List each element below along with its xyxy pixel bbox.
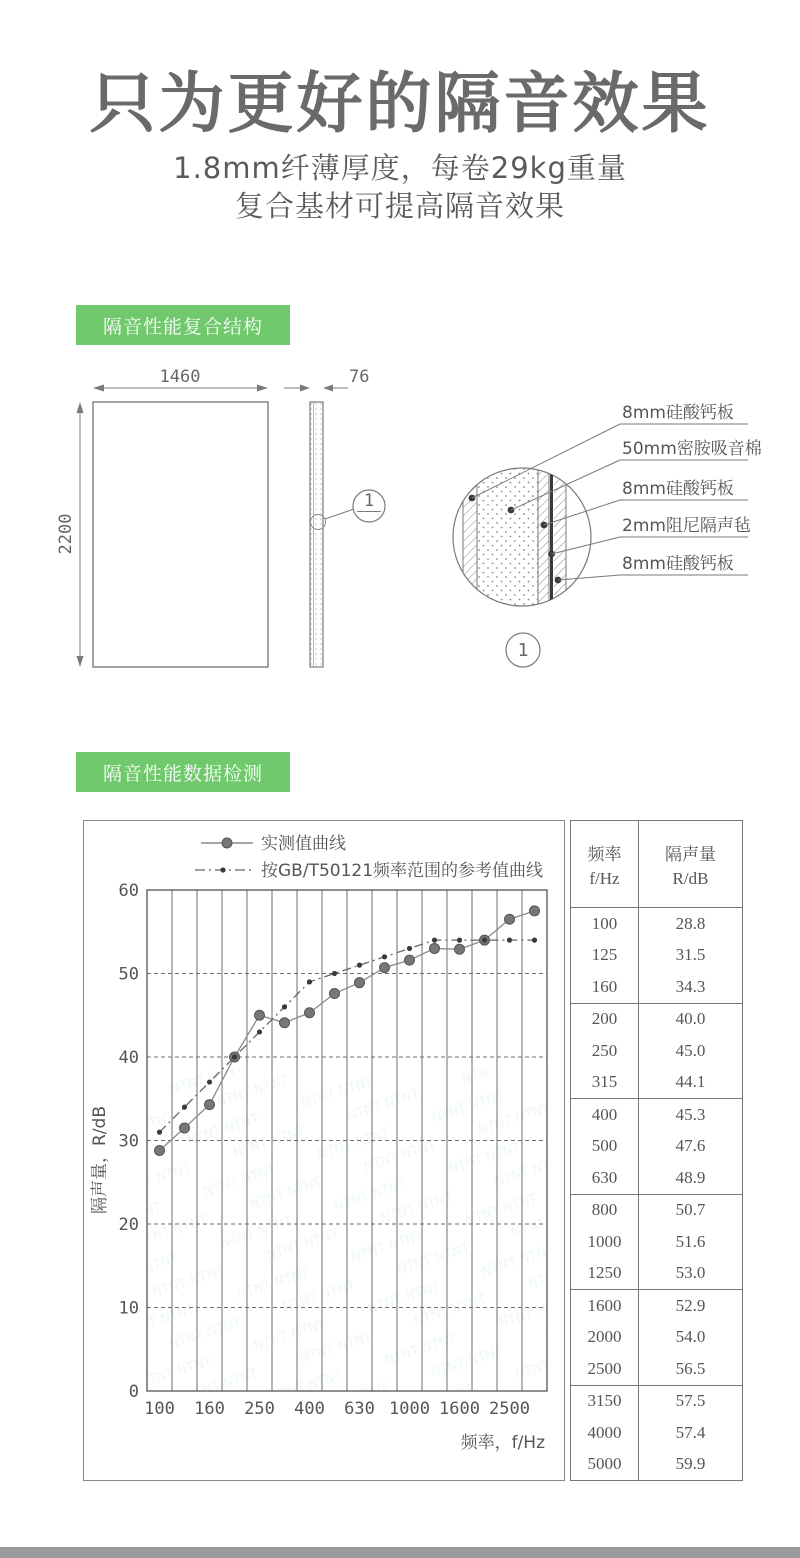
- table-row: [571, 1226, 742, 1258]
- frequency-cell: 500: [571, 1131, 639, 1163]
- svg-text:40: 40: [118, 1048, 139, 1068]
- frequency-cell: 1600: [571, 1290, 639, 1322]
- layer-label-1: 8mm硅酸钙板: [622, 403, 734, 423]
- insulation-cell: 48.9: [675, 1167, 706, 1187]
- svg-text:1000: 1000: [389, 1399, 430, 1419]
- insulation-cell: 28.8: [675, 913, 706, 933]
- table-row: [571, 971, 742, 1003]
- table-row: [571, 1449, 742, 1481]
- frequency-cell: 200: [571, 1004, 639, 1036]
- insulation-table: [570, 820, 743, 1481]
- frequency-cell: 2000: [571, 1322, 639, 1354]
- svg-text:250: 250: [244, 1399, 275, 1419]
- table-row: [571, 1067, 742, 1099]
- insulation-cell: 50.7: [675, 1200, 706, 1220]
- layer-label-4: 2mm阻尼隔声毡: [622, 516, 751, 536]
- insulation-cell: 59.9: [675, 1454, 706, 1474]
- subtitle-line-1: 1.8mm纤薄厚度，每卷29kg重量: [173, 151, 627, 185]
- table-header-insulation: 隔声量 R/dB: [665, 844, 716, 888]
- table-row: [571, 940, 742, 972]
- frequency-cell: 125: [571, 940, 639, 972]
- svg-text:1600: 1600: [439, 1399, 480, 1419]
- svg-text:20: 20: [118, 1215, 139, 1235]
- insulation-cell: 44.1: [675, 1072, 706, 1092]
- y-axis-ticks: [119, 881, 139, 1402]
- legend-reference-label: 按GB/T50121频率范围的参考值曲线: [261, 861, 544, 881]
- section-label-data: 隔音性能数据检测: [76, 752, 290, 792]
- detail-callout: [353, 490, 385, 522]
- svg-text:0: 0: [128, 1382, 139, 1402]
- page-title: 只为更好的隔音效果: [89, 65, 711, 142]
- svg-text:30: 30: [118, 1131, 139, 1152]
- frequency-cell: 2500: [571, 1353, 639, 1385]
- panel-structure-drawing: [0, 368, 800, 703]
- frequency-cell: 800: [571, 1195, 639, 1227]
- height-dimension: 2200: [56, 513, 76, 555]
- frequency-cell: 1000: [571, 1226, 639, 1258]
- subtitle-line-2: 复合基材可提高隔音效果: [234, 189, 565, 223]
- frequency-cell: 250: [571, 1035, 639, 1067]
- svg-text:60: 60: [118, 881, 139, 901]
- insulation-cell: 52.9: [675, 1295, 706, 1315]
- frequency-cell: 160: [571, 971, 639, 1003]
- table-row: [571, 1289, 742, 1322]
- legend-measured-label: 实测值曲线: [261, 834, 346, 854]
- layer-detail-view: [453, 403, 762, 667]
- thickness-dimension: 76: [349, 368, 370, 387]
- frequency-cell: 5000: [571, 1449, 639, 1481]
- frequency-cell: 400: [571, 1099, 639, 1131]
- frequency-cell: 100: [571, 908, 639, 940]
- frequency-cell: 630: [571, 1162, 639, 1194]
- table-row: [571, 1098, 742, 1131]
- svg-text:100: 100: [144, 1399, 175, 1419]
- frequency-cell: 3150: [571, 1386, 639, 1418]
- chart-legend: [195, 834, 543, 881]
- layer-label-3: 8mm硅酸钙板: [622, 479, 734, 499]
- insulation-cell: 45.0: [675, 1040, 706, 1060]
- x-axis-ticks: [144, 1399, 530, 1419]
- frequency-cell: 1250: [571, 1258, 639, 1290]
- table-row: [571, 908, 742, 940]
- detail-number: 1: [517, 640, 529, 661]
- table-body: [571, 908, 742, 1480]
- frequency-cell: 4000: [571, 1417, 639, 1449]
- insulation-cell: 57.4: [675, 1422, 706, 1442]
- front-panel-view: [56, 368, 268, 667]
- table-row: [571, 1322, 742, 1354]
- table-row: [571, 1194, 742, 1227]
- insulation-cell: 34.3: [675, 976, 706, 996]
- x-axis-title: 频率，f/Hz: [460, 1433, 545, 1453]
- frequency-cell: 315: [571, 1067, 639, 1099]
- table-header: [571, 821, 742, 908]
- table-header-frequency: 频率 f/Hz: [571, 821, 639, 907]
- insulation-cell: 47.6: [675, 1136, 706, 1156]
- svg-text:10: 10: [118, 1298, 139, 1319]
- table-row: [571, 1035, 742, 1067]
- detail-callout-number: 1: [363, 491, 375, 511]
- side-panel-view: [284, 368, 385, 667]
- y-axis-title: 隔声量，R/dB: [90, 1106, 110, 1214]
- table-row: [571, 1353, 742, 1385]
- bottom-bar: [0, 1547, 800, 1558]
- insulation-cell: 54.0: [675, 1327, 706, 1347]
- width-dimension: 1460: [159, 368, 201, 387]
- layer-label-5: 8mm硅酸钙板: [622, 554, 734, 574]
- insulation-chart: [83, 820, 565, 1481]
- svg-text:2500: 2500: [489, 1399, 530, 1419]
- svg-text:50: 50: [118, 964, 139, 985]
- table-row: [571, 1003, 742, 1036]
- table-row: [571, 1417, 742, 1449]
- insulation-cell: 51.6: [675, 1231, 706, 1251]
- table-row: [571, 1258, 742, 1290]
- insulation-cell: 40.0: [675, 1009, 706, 1029]
- table-row: [571, 1385, 742, 1418]
- insulation-cell: 57.5: [675, 1391, 706, 1411]
- insulation-cell: 45.3: [675, 1104, 706, 1124]
- insulation-cell: 56.5: [675, 1358, 706, 1378]
- section-label-structure: 隔音性能复合结构: [76, 305, 290, 345]
- table-row: [571, 1131, 742, 1163]
- table-row: [571, 1162, 742, 1194]
- layer-label-2: 50mm密胺吸音棉: [622, 439, 762, 459]
- insulation-cell: 53.0: [675, 1263, 706, 1283]
- svg-text:160: 160: [194, 1399, 225, 1419]
- svg-text:630: 630: [344, 1399, 375, 1419]
- insulation-cell: 31.5: [675, 945, 706, 965]
- svg-text:400: 400: [294, 1399, 325, 1419]
